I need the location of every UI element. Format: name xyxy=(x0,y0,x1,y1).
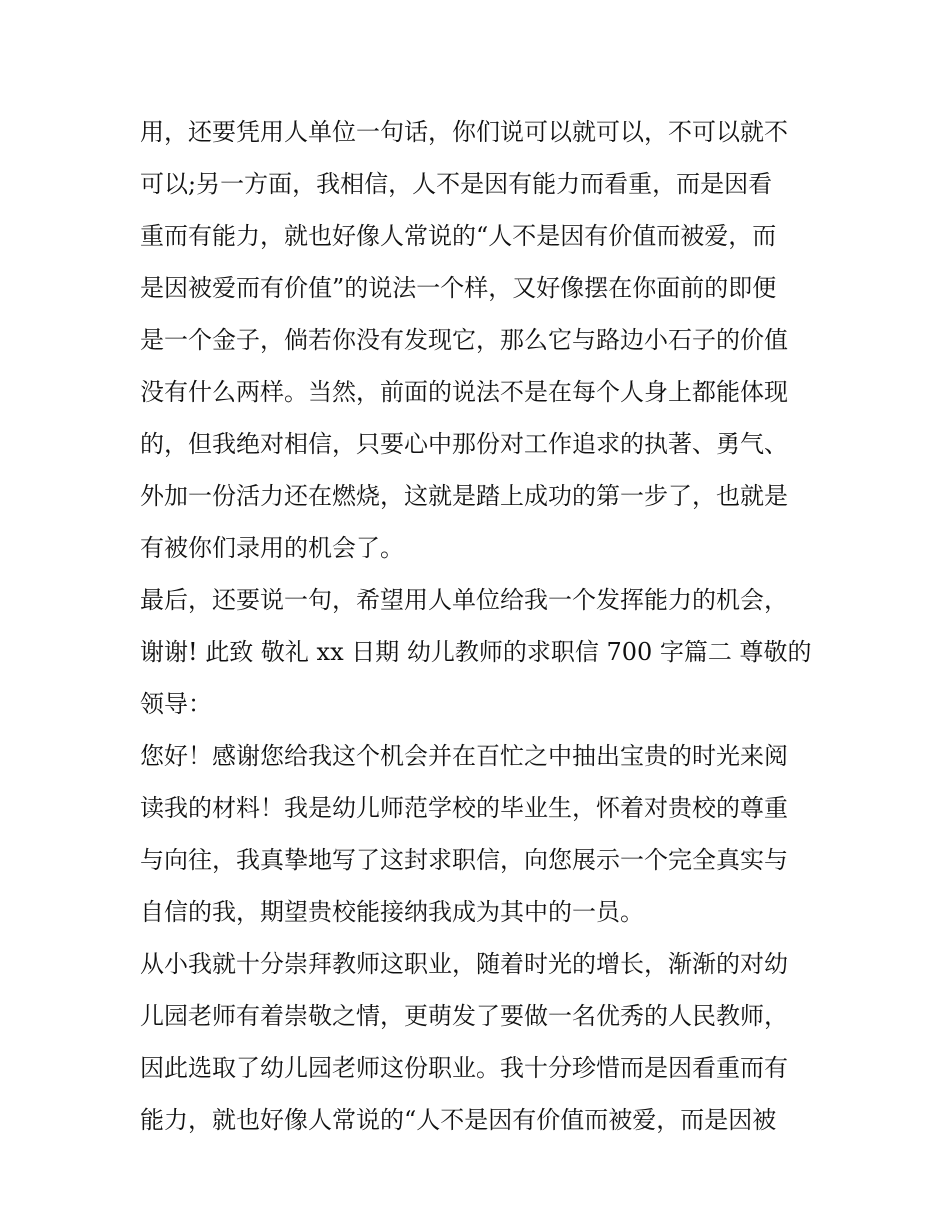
text-line: 是因被爱而有价值”的说法一个样，又好像摆在你面前的即便 xyxy=(140,274,777,302)
text-line: 用，还要凭用人单位一句话，你们说可以就可以，不可以就不 xyxy=(140,118,788,146)
text-line: 从小我就十分崇拜教师这职业，随着时光的增长，渐渐的对幼 xyxy=(140,950,788,978)
text-line: 重而有能力，就也好像人常说的“人不是因有价值而被爱，而 xyxy=(140,222,777,250)
text-line: 是一个金子，倘若你没有发现它，那么它与路边小石子的价值 xyxy=(140,326,788,354)
text-line: 因此选取了幼儿园老师这份职业。我十分珍惜而是因看重而有 xyxy=(140,1054,788,1082)
text-line: 可以;另一方面，我相信，人不是因有能力而看重，而是因看 xyxy=(140,170,773,198)
text-line: 谢谢! 此致 敬礼 xx 日期 幼儿教师的求职信 700 字篇二 尊敬的 xyxy=(140,638,812,666)
text-line: 读我的材料！我是幼儿师范学校的毕业生，怀着对贵校的尊重 xyxy=(140,794,788,822)
text-line: 您好！感谢您给我这个机会并在百忙之中抽出宝贵的时光来阅 xyxy=(140,742,788,770)
text-line: 能力，就也好像人常说的“人不是因有价值而被爱，而是因被 xyxy=(140,1106,777,1134)
body-text xyxy=(140,106,820,1146)
text-line: 的，但我绝对相信，只要心中那份对工作追求的执著、勇气、 xyxy=(140,430,788,458)
text-line: 有被你们录用的机会了。 xyxy=(140,534,404,562)
text-line: 儿园老师有着崇敬之情，更萌发了要做一名优秀的人民教师， xyxy=(140,1002,788,1030)
text-line: 外加一份活力还在燃烧，这就是踏上成功的第一步了，也就是 xyxy=(140,482,788,510)
text-line: 领导： xyxy=(140,690,212,718)
text-line: 最后，还要说一句，希望用人单位给我一个发挥能力的机会， xyxy=(140,586,788,614)
text-line: 没有什么两样。当然，前面的说法不是在每个人身上都能体现 xyxy=(140,378,788,406)
text-line: 自信的我，期望贵校能接纳我成为其中的一员。 xyxy=(140,898,644,926)
text-line: 与向往，我真挚地写了这封求职信，向您展示一个完全真实与 xyxy=(140,846,788,874)
